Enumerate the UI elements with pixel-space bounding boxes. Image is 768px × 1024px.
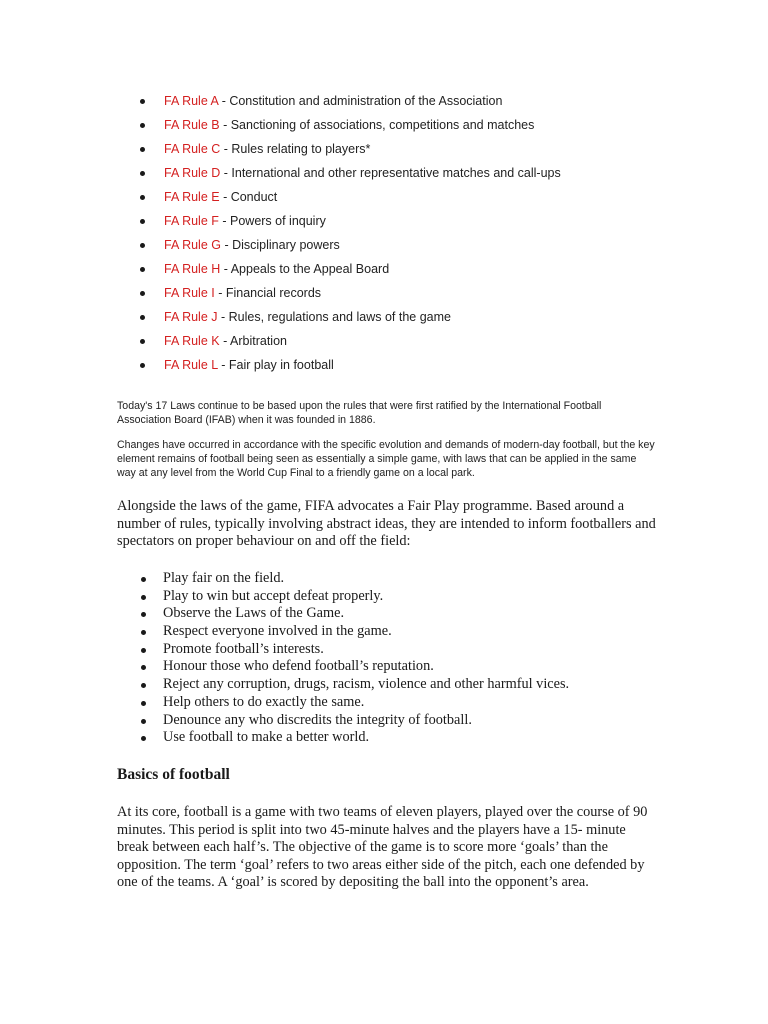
list-item [117,694,677,712]
list-item [117,623,677,641]
list-item [118,185,678,209]
bullet-icon [140,315,145,320]
bullet-icon [141,665,146,670]
bullet-icon [140,291,145,296]
fairplay-rule-text: Promote football’s interests. [163,640,324,657]
bullet-icon [141,648,146,653]
rule-name: FA Rule K [164,334,220,348]
rule-name: FA Rule I [164,286,215,300]
bullet-icon [140,267,145,272]
rule-name: FA Rule B [164,118,220,132]
fairplay-rules-list [117,570,677,747]
list-item [118,161,678,185]
laws-origin-paragraph: Today's 17 Laws continue to be based upon the rules that were first ratified by the International Football Association Board (IFAB) when it was founded in 1886. [117,400,602,426]
list-item [118,281,678,305]
list-item [118,353,678,377]
rule-description: - Constitution and administration of the Association [218,94,503,108]
rule-name: FA Rule C [164,142,221,156]
list-item [117,712,677,730]
rule-description: - Arbitration [219,334,287,348]
list-item [117,641,677,659]
bullet-icon [141,612,146,617]
rule-description: - Financial records [214,286,322,300]
bullet-icon [140,219,145,224]
rule-description: - Powers of inquiry [218,214,326,228]
list-item [118,305,678,329]
bullet-icon [141,719,146,724]
rule-name: FA Rule J [164,310,218,324]
rule-description: - Fair play in football [217,358,334,372]
fairplay-rule-text: Reject any corruption, drugs, racism, violence and other harmful vices. [163,676,570,693]
rule-description: - Rules relating to players* [220,142,371,156]
list-item [117,658,677,676]
fairplay-rule-text: Play to win but accept defeat properly. [163,587,384,604]
rule-name: FA Rule A [164,94,219,108]
list-item [118,113,678,137]
bullet-icon [141,736,146,741]
rule-description: - Rules, regulations and laws of the game [217,310,451,324]
rule-description: - Sanctioning of associations, competitions and matches [219,118,535,132]
list-item [118,329,678,353]
fairplay-rule-text: Respect everyone involved in the game. [163,623,392,640]
bullet-icon [141,683,146,688]
fa-rules-list [118,89,678,377]
rule-name: FA Rule E [164,190,220,204]
bullet-icon [141,701,146,706]
fairplay-rule-text: Observe the Laws of the Game. [163,605,345,622]
bullet-icon [140,339,145,344]
bullet-icon [140,171,145,176]
list-item [118,89,678,113]
fairplay-intro-paragraph: Alongside the laws of the game, FIFA advocates a Fair Play programme. Based around a number of rules, typically involving abstract ideas, they are intended to inform footballers and spectators on proper behaviour on and off the field: [117,498,656,549]
rule-name: FA Rule H [164,262,221,276]
fairplay-rule-text: Play fair on the field. [163,570,285,586]
bullet-icon [140,123,145,128]
bullet-icon [140,195,145,200]
bullet-icon [140,99,145,104]
laws-changes-paragraph: Changes have occurred in accordance with the specific evolution and demands of modern-day football, but the key element remains of football being seen as essentially a simple game, with laws that can be applied in the same way at any level from the World Cup Final to a friendly game on a local park. [117,439,655,479]
bullet-icon [141,595,146,600]
list-item [117,729,677,747]
list-item [117,676,677,694]
rule-name: FA Rule D [164,166,221,180]
fairplay-rule-text: Honour those who defend football’s reputation. [163,658,434,675]
fairplay-rule-text: Use football to make a better world. [163,729,370,746]
fairplay-rule-text: Help others to do exactly the same. [163,693,365,710]
list-item [117,570,677,588]
list-item [118,137,678,161]
bullet-icon [140,363,145,368]
rule-description: - Disciplinary powers [220,238,340,252]
rule-description: - Appeals to the Appeal Board [220,262,390,276]
rule-description: - International and other representative matches and call-ups [220,166,561,180]
list-item [117,605,677,623]
bullet-icon [140,243,145,248]
basics-paragraph: At its core, football is a game with two teams of eleven players, played over the course of 90 minutes. This period is split into two 45-minute halves and the players have a 15- minute break between each half’s. The objective of the game is to score more ‘goals’ than the opposition. The term ‘goal’ refers to two areas either side of the pitch, each one defended by one of the teams. A ‘goal’ is scored by depositing the ball into the opponent’s area. [117,804,648,890]
bullet-icon [140,147,145,152]
list-item [118,257,678,281]
rule-name: FA Rule G [164,238,221,252]
list-item [118,209,678,233]
bullet-icon [141,630,146,635]
section-heading: Basics of football [117,766,230,783]
rule-name: FA Rule F [164,214,219,228]
list-item [117,588,677,606]
bullet-icon [141,577,146,582]
fairplay-rule-text: Denounce any who discredits the integrity of football. [163,711,472,728]
list-item [118,233,678,257]
rule-description: - Conduct [219,190,278,204]
rule-name: FA Rule L [164,358,218,372]
